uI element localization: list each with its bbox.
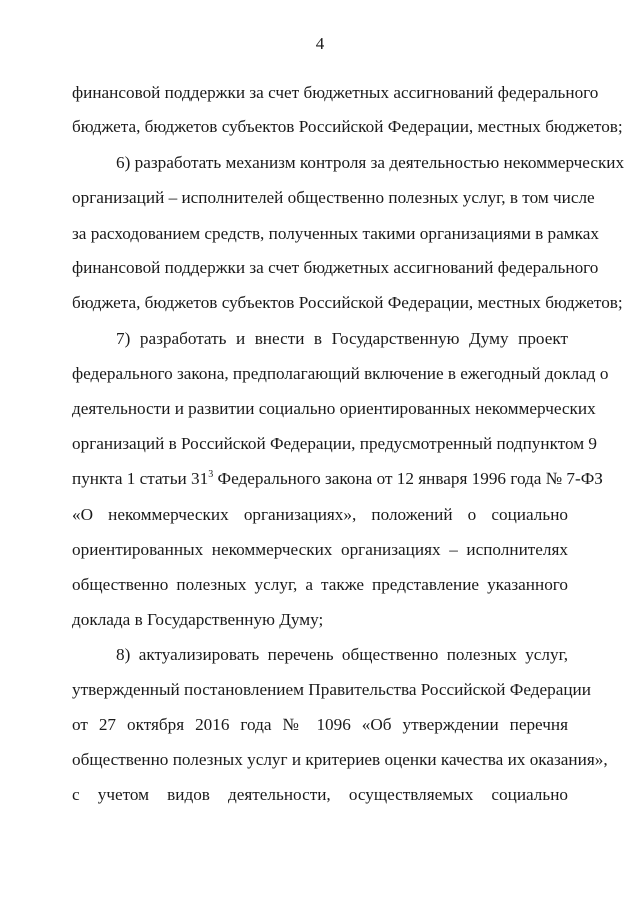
text-line: деятельности и развитии социально ориентированных некоммерческих — [72, 399, 596, 418]
text-line: финансовой поддержки за счет бюджетных ассигнований федерального — [72, 258, 599, 277]
text-line: доклада в Государственную Думу; — [72, 610, 324, 629]
text-line: за расходованием средств, полученных такими организациями в рамках — [72, 224, 599, 243]
text-line: федерального закона, предполагающий включение в ежегодный доклад о — [72, 364, 609, 383]
text-line: ориентированных некоммерческих организациях – исполнителях — [72, 540, 568, 559]
text-line: общественно полезных услуг, а также представление указанного — [72, 575, 568, 594]
text-line: финансовой поддержки за счет бюджетных ассигнований федерального — [72, 83, 599, 102]
paragraph-7-start: 7) разработать и внести в Государственную Думу проект — [116, 329, 568, 348]
text-line: утвержденный постановлением Правительства Российской Федерации — [72, 680, 591, 699]
text-line: общественно полезных услуг и критериев оценки качества их оказания», — [72, 750, 608, 769]
text-line: бюджета, бюджетов субъектов Российской Федерации, местных бюджетов; — [72, 117, 623, 136]
text-fragment: пункта 1 статьи 31 — [72, 469, 209, 488]
paragraph-8-start: 8) актуализировать перечень общественно полезных услуг, — [116, 645, 568, 664]
paragraph-6-start: 6) разработать механизм контроля за деятельностью некоммерческих — [116, 153, 625, 172]
text-line: с учетом видов деятельности, осуществляемых социально — [72, 785, 568, 804]
text-line — [72, 468, 603, 490]
text-fragment: Федерального закона от 12 января 1996 года № 7-ФЗ — [213, 469, 603, 488]
text-line: организаций в Российской Федерации, предусмотренный подпунктом 9 — [72, 434, 598, 453]
text-line: от 27 октября 2016 года № 1096 «Об утверждении перечня — [72, 715, 568, 734]
text-line: организаций – исполнителей общественно полезных услуг, в том числе — [72, 188, 595, 207]
superscript: 3 — [208, 469, 214, 480]
page-number: 4 — [315, 34, 325, 53]
text-line: бюджета, бюджетов субъектов Российской Федерации, местных бюджетов; — [72, 293, 623, 312]
text-line: «О некоммерческих организациях», положений о социально — [72, 505, 568, 524]
